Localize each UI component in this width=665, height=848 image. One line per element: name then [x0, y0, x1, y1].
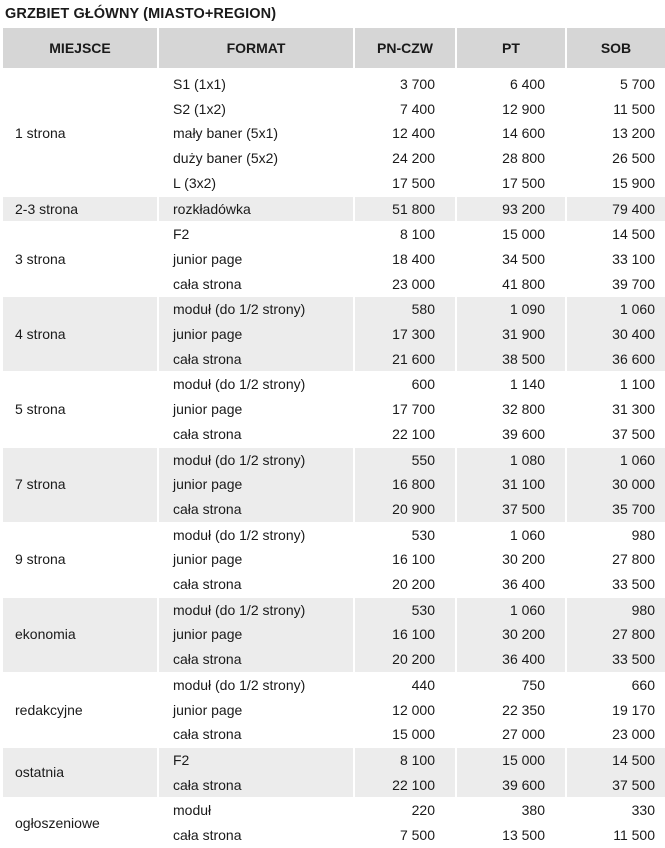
format-cell: cała strona: [159, 722, 355, 747]
pn-czw-cell: 12 400: [355, 121, 457, 146]
sob-cell: 14 500: [567, 747, 665, 773]
sob-cell: 26 500: [612, 150, 655, 167]
sob-cell: 27 800: [567, 622, 665, 647]
column-header-pt: PT: [457, 28, 567, 68]
table-row: [3, 797, 665, 823]
pn-czw-cell: 530: [355, 597, 457, 623]
table-row: [3, 296, 665, 322]
pt-cell: 15 000: [457, 747, 567, 773]
table-row: [3, 672, 665, 698]
pn-czw-cell: 550: [355, 447, 457, 473]
sob-cell: 27 800: [612, 551, 655, 568]
pn-czw-cell: 16 100: [355, 622, 457, 647]
sob-cell: 14 500: [567, 221, 665, 247]
pn-czw-cell: 7 400: [355, 97, 457, 122]
table-row: [3, 747, 665, 773]
pt-cell: 30 200: [457, 547, 567, 572]
format-cell: cała strona: [159, 773, 355, 798]
pt-cell: 28 800: [457, 146, 567, 171]
format-cell: junior page: [159, 397, 355, 422]
table-row: [3, 522, 665, 548]
place-cell: 9 strona: [3, 522, 159, 597]
pn-czw-cell: 440: [355, 672, 457, 698]
sob-cell: 1 060: [567, 447, 665, 473]
pt-cell: 1 060: [457, 522, 567, 548]
pn-czw-cell: 580: [355, 296, 457, 322]
pn-czw-cell: 20 200: [355, 572, 457, 597]
pt-cell: 41 800: [457, 272, 567, 297]
place-cell: ogłoszeniowe: [3, 797, 159, 847]
place-cell: redakcyjne: [3, 672, 159, 747]
pn-czw-cell: 18 400: [355, 247, 457, 272]
pn-czw-cell: 16 100: [355, 547, 457, 572]
pt-cell: 37 500: [457, 497, 567, 522]
sob-cell: 19 170: [612, 701, 655, 718]
sob-cell: 33 100: [612, 250, 655, 267]
place-cell: 4 strona: [3, 296, 159, 371]
sob-cell: 79 400: [567, 196, 665, 222]
sob-cell: 15 900: [612, 174, 655, 191]
table-row: [3, 447, 665, 473]
table-row: [3, 72, 665, 97]
pn-czw-cell: 24 200: [355, 146, 457, 171]
sob-cell: 13 200: [612, 125, 655, 142]
pt-cell: 15 000: [457, 221, 567, 247]
sob-cell: 980: [567, 597, 665, 623]
format-cell: moduł (do 1/2 strony): [159, 371, 355, 397]
format-cell: junior page: [159, 622, 355, 647]
format-cell: mały baner (5x1): [159, 121, 355, 146]
pt-cell: 22 350: [457, 698, 567, 723]
format-cell: junior page: [159, 698, 355, 723]
sob-cell: 23 000: [612, 726, 655, 743]
sob-cell: 33 500: [612, 576, 655, 593]
format-cell: rozkładówka: [159, 196, 355, 222]
pt-cell: 13 500: [457, 823, 567, 848]
pn-czw-cell: 17 700: [355, 397, 457, 422]
pt-cell: 380: [457, 797, 567, 823]
format-cell: moduł (do 1/2 strony): [159, 522, 355, 548]
pt-cell: 1 080: [457, 447, 567, 473]
format-cell: cała strona: [159, 497, 355, 522]
pt-cell: 750: [457, 672, 567, 698]
pt-cell: 34 500: [457, 247, 567, 272]
pn-czw-cell: 8 100: [355, 221, 457, 247]
format-cell: cała strona: [159, 572, 355, 597]
format-cell: L (3x2): [159, 171, 355, 196]
pn-czw-cell: 21 600: [355, 347, 457, 372]
table-row: [3, 221, 665, 247]
sob-cell: 980: [567, 522, 665, 548]
place-cell: ostatnia: [3, 747, 159, 797]
pn-czw-cell: 17 300: [355, 322, 457, 347]
table-row: [3, 196, 665, 222]
format-cell: cała strona: [159, 272, 355, 297]
pt-cell: 31 100: [457, 472, 567, 497]
pt-cell: 27 000: [457, 722, 567, 747]
format-cell: S1 (1x1): [159, 72, 355, 97]
format-cell: junior page: [159, 247, 355, 272]
sob-cell: 330: [567, 797, 665, 823]
place-cell: 7 strona: [3, 447, 159, 522]
place-cell: 2-3 strona: [3, 196, 159, 222]
format-cell: cała strona: [159, 823, 355, 848]
pn-czw-cell: 8 100: [355, 747, 457, 773]
sob-cell: 35 700: [567, 497, 665, 522]
pt-cell: 17 500: [457, 171, 567, 196]
table-row: [3, 597, 665, 623]
sob-cell: 37 500: [612, 425, 655, 442]
pn-czw-cell: 22 100: [355, 773, 457, 798]
sob-cell: 33 500: [567, 647, 665, 672]
pt-cell: 93 200: [457, 196, 567, 222]
pt-cell: 39 600: [457, 773, 567, 798]
pn-czw-cell: 530: [355, 522, 457, 548]
sob-cell: 11 500: [613, 100, 655, 117]
table-body: [3, 68, 665, 848]
column-header-sob: SOB: [567, 28, 665, 68]
format-cell: moduł (do 1/2 strony): [159, 296, 355, 322]
pt-cell: 30 200: [457, 622, 567, 647]
sob-cell: 31 300: [612, 401, 655, 418]
column-header-miejsce: MIEJSCE: [3, 28, 159, 68]
pn-czw-cell: 22 100: [355, 422, 457, 447]
format-cell: moduł (do 1/2 strony): [159, 672, 355, 698]
pt-cell: 32 800: [457, 397, 567, 422]
pt-cell: 1 060: [457, 597, 567, 623]
pt-cell: 12 900: [457, 97, 567, 122]
pn-czw-cell: 23 000: [355, 272, 457, 297]
pt-cell: 14 600: [457, 121, 567, 146]
format-cell: cała strona: [159, 347, 355, 372]
place-cell: 5 strona: [3, 371, 159, 446]
pt-cell: 39 600: [457, 422, 567, 447]
pt-cell: 1 090: [457, 296, 567, 322]
pt-cell: 6 400: [457, 72, 567, 97]
place-cell: ekonomia: [3, 597, 159, 672]
table-title: GRZBIET GŁÓWNY (MIASTO+REGION): [5, 6, 277, 22]
pn-czw-cell: 12 000: [355, 698, 457, 723]
format-cell: cała strona: [159, 422, 355, 447]
table-row: [3, 371, 665, 397]
pn-czw-cell: 20 200: [355, 647, 457, 672]
sob-cell: 36 600: [567, 347, 665, 372]
sob-cell: 1 100: [567, 371, 665, 397]
sob-cell: 37 500: [567, 773, 665, 798]
pn-czw-cell: 17 500: [355, 171, 457, 196]
format-cell: moduł (do 1/2 strony): [159, 597, 355, 623]
format-cell: S2 (1x2): [159, 97, 355, 122]
pn-czw-cell: 3 700: [355, 72, 457, 97]
pn-czw-cell: 220: [355, 797, 457, 823]
sob-cell: 30 000: [567, 472, 665, 497]
sob-cell: 11 500: [613, 827, 655, 844]
header-row: [3, 28, 665, 68]
sob-cell: 5 700: [619, 76, 655, 92]
column-header-pn-czw: PN-CZW: [355, 28, 457, 68]
pn-czw-cell: 16 800: [355, 472, 457, 497]
sob-cell: 39 700: [612, 275, 655, 292]
pn-czw-cell: 51 800: [355, 196, 457, 222]
pt-cell: 1 140: [457, 371, 567, 397]
sob-cell: 660: [567, 672, 665, 698]
format-cell: junior page: [159, 547, 355, 572]
pt-cell: 36 400: [457, 647, 567, 672]
place-cell: 1 strona: [3, 72, 159, 196]
pn-czw-cell: 7 500: [355, 823, 457, 848]
format-cell: cała strona: [159, 647, 355, 672]
price-table: [3, 28, 665, 848]
pt-cell: 38 500: [457, 347, 567, 372]
format-cell: moduł (do 1/2 strony): [159, 447, 355, 473]
pt-cell: 31 900: [457, 322, 567, 347]
sob-cell: 1 060: [567, 296, 665, 322]
format-cell: moduł: [159, 797, 355, 823]
pn-czw-cell: 20 900: [355, 497, 457, 522]
format-cell: junior page: [159, 322, 355, 347]
format-cell: duży baner (5x2): [159, 146, 355, 171]
format-cell: F2: [159, 747, 355, 773]
format-cell: junior page: [159, 472, 355, 497]
pn-czw-cell: 600: [355, 371, 457, 397]
column-header-format: FORMAT: [159, 28, 355, 68]
pt-cell: 36 400: [457, 572, 567, 597]
sob-cell: 30 400: [567, 322, 665, 347]
pn-czw-cell: 15 000: [355, 722, 457, 747]
place-cell: 3 strona: [3, 221, 159, 296]
format-cell: F2: [159, 221, 355, 247]
